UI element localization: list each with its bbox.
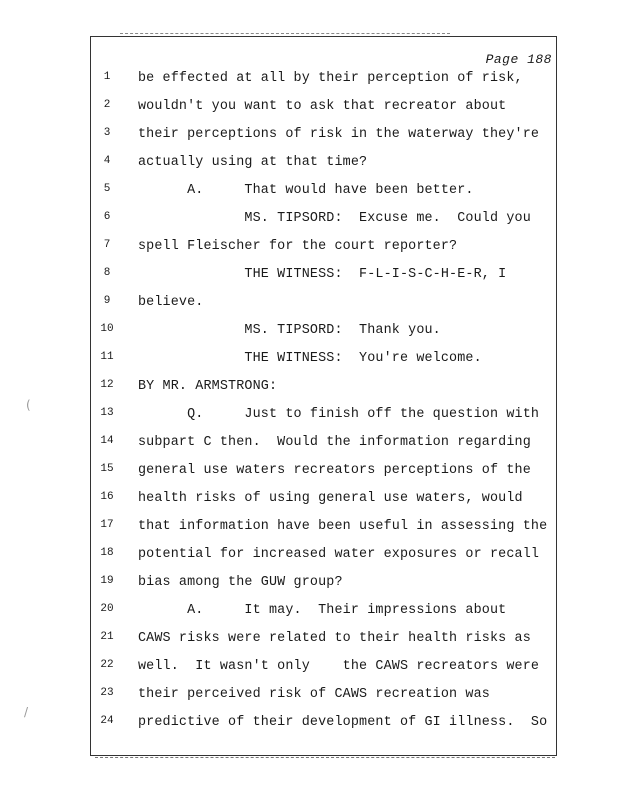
line-text: A. It may. Their impressions about: [138, 603, 507, 618]
line-text: believe.: [138, 295, 204, 310]
transcript-line: [90, 687, 557, 715]
line-number: 12: [100, 379, 114, 391]
line-number: 3: [103, 127, 111, 139]
line-number: 14: [100, 435, 114, 447]
line-number: 9: [103, 295, 111, 307]
transcript-line: [90, 463, 557, 491]
line-text: MS. TIPSORD: Excuse me. Could you: [138, 211, 531, 226]
line-number: 15: [100, 463, 114, 475]
line-number: 22: [100, 659, 114, 671]
transcript-line: [90, 155, 557, 183]
line-number: 16: [100, 491, 114, 503]
line-text: that information have been useful in assessing the: [138, 519, 548, 534]
line-number: 1: [103, 71, 111, 83]
transcript-line: [90, 239, 557, 267]
margin-bracket-mark: (: [26, 398, 31, 412]
line-number: 18: [100, 547, 114, 559]
transcript-line: [90, 659, 557, 687]
line-number: 8: [103, 267, 111, 279]
transcript-line: [90, 407, 557, 435]
line-text: MS. TIPSORD: Thank you.: [138, 323, 441, 338]
line-number: 20: [100, 603, 114, 615]
line-text: THE WITNESS: You're welcome.: [138, 351, 482, 366]
transcript-line: [90, 435, 557, 463]
line-number: 2: [103, 99, 111, 111]
transcript-line: [90, 631, 557, 659]
transcript-line: [90, 267, 557, 295]
transcript-line: [90, 519, 557, 547]
line-number: 6: [103, 211, 111, 223]
line-text: health risks of using general use waters, would: [138, 491, 523, 506]
line-text: their perceptions of risk in the waterway they're: [138, 127, 540, 142]
line-text: general use waters recreators perceptions of the: [138, 463, 531, 478]
transcript-line: [90, 603, 557, 631]
line-text: spell Fleischer for the court reporter?: [138, 239, 458, 254]
transcript-line: [90, 127, 557, 155]
transcript-line: [90, 211, 557, 239]
page-number: Page 188: [485, 52, 552, 67]
line-number: 17: [100, 519, 114, 531]
line-text: predictive of their development of GI illness. So: [138, 715, 548, 730]
transcript-line: [90, 575, 557, 603]
line-number: 4: [103, 155, 111, 167]
line-text: actually using at that time?: [138, 155, 368, 170]
transcript-line: [90, 295, 557, 323]
line-text: THE WITNESS: F-L-I-S-C-H-E-R, I: [138, 267, 507, 282]
scan-bottom-edge: [95, 757, 555, 761]
line-text: subpart C then. Would the information regarding: [138, 435, 531, 450]
transcript-line: [90, 379, 557, 407]
line-number: 13: [100, 407, 114, 419]
line-number: 7: [103, 239, 111, 251]
line-text: Q. Just to finish off the question with: [138, 407, 540, 422]
line-number: 21: [100, 631, 114, 643]
line-text: bias among the GUW group?: [138, 575, 343, 590]
line-text: CAWS risks were related to their health risks as: [138, 631, 531, 646]
transcript-line: [90, 491, 557, 519]
line-text: BY MR. ARMSTRONG:: [138, 379, 278, 394]
line-number: 19: [100, 575, 114, 587]
transcript-line: [90, 323, 557, 351]
transcript-line: [90, 351, 557, 379]
transcript-line: [90, 547, 557, 575]
line-number: 11: [100, 351, 114, 363]
line-number: 5: [103, 183, 111, 195]
transcript-line: [90, 71, 557, 99]
transcript-line: [90, 183, 557, 211]
transcript-line: [90, 715, 557, 743]
line-text: their perceived risk of CAWS recreation was: [138, 687, 490, 702]
line-number: 23: [100, 687, 114, 699]
line-text: wouldn't you want to ask that recreator about: [138, 99, 507, 114]
line-number: 24: [100, 715, 114, 727]
line-text: A. That would have been better.: [138, 183, 474, 198]
line-text: be effected at all by their perception of risk,: [138, 71, 523, 86]
line-text: potential for increased water exposures or recall: [138, 547, 540, 562]
margin-slash-mark: /: [24, 705, 29, 719]
line-text: well. It wasn't only the CAWS recreators were: [138, 659, 540, 674]
line-number: 10: [100, 323, 114, 335]
transcript-line: [90, 99, 557, 127]
